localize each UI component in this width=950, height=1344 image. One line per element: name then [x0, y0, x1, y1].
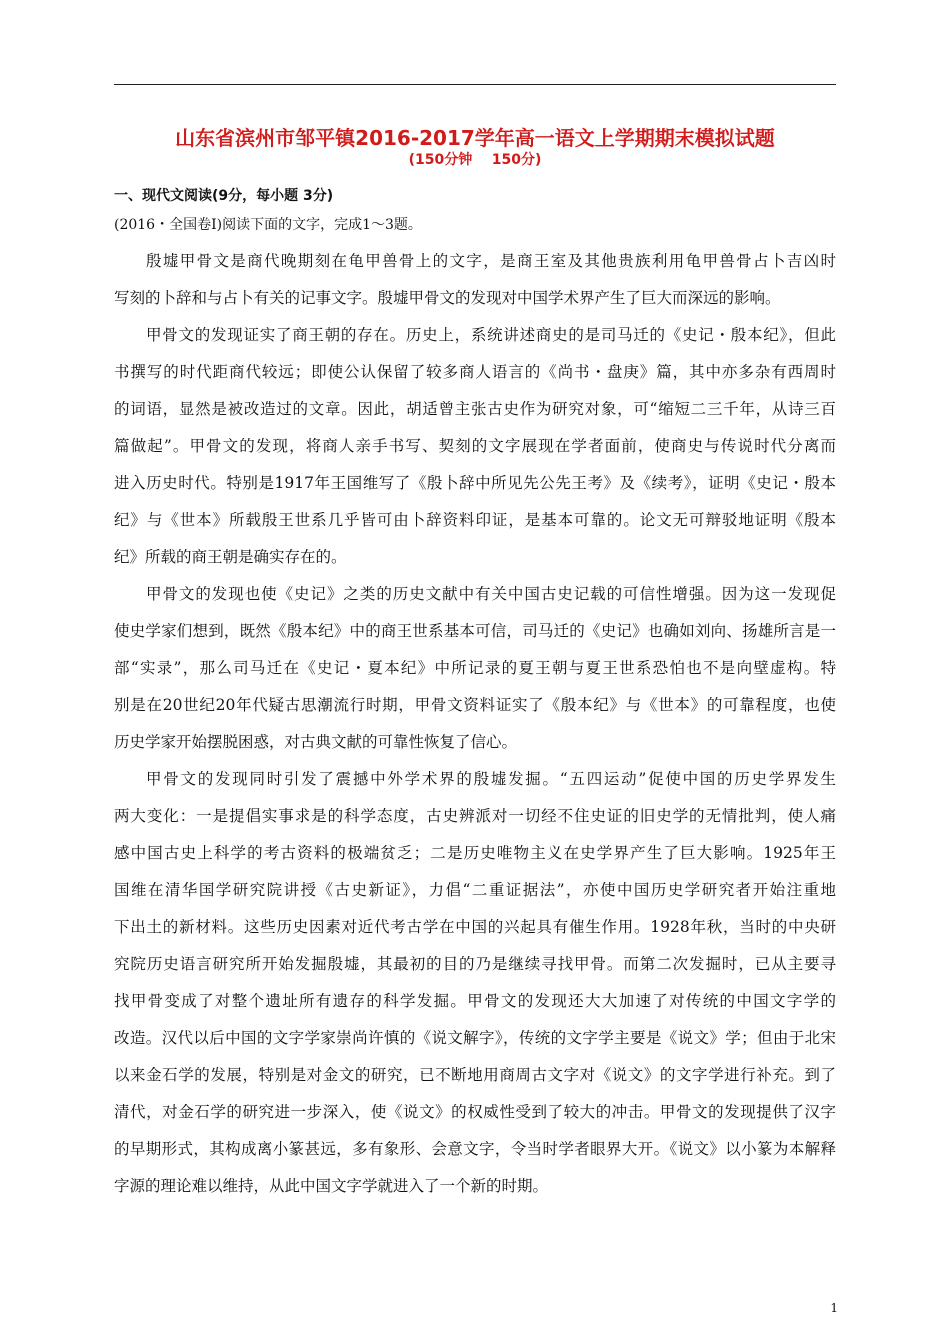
text-line: 以来金石学的发展，特别是对金文的研究，已不断地用商周古文字对《说文》的文字学进行补充。到了: [114, 1066, 836, 1084]
text-line: 纪》与《世本》所载殷王世系几乎皆可由卜辞资料印证，是基本可靠的。论文无可辩驳地证明《殷本: [114, 511, 836, 529]
text-line: 找甲骨变成了对整个遗址所有遗存的科学发掘。甲骨文的发现还大大加速了对传统的中国文字学的: [114, 992, 836, 1010]
text-line: 感中国古史上科学的考古资料的极端贫乏；二是历史唯物主义在史学界产生了巨大影响。1925年王: [114, 844, 836, 862]
text-line: 国维在清华国学研究院讲授《古史新证》，力倡“二重证据法”，亦使中国历史学研究者开始注重地: [114, 881, 836, 899]
text-line: 甲骨文的发现同时引发了震撼中外学术界的殷墟发掘。“五四运动”促使中国的历史学界发生: [146, 770, 836, 788]
text-line: 究院历史语言研究所开始发掘殷墟，其最初的目的乃是继续寻找甲骨。而第二次发掘时，已从主要寻: [114, 955, 836, 973]
text-line: 使史学家们想到，既然《殷本纪》中的商王世系基本可信，司马迁的《史记》也确如刘向、扬雄所言是一: [114, 622, 836, 640]
text-line: 纪》所载的商王朝是确实存在的。: [114, 548, 347, 566]
text-line: 殷墟甲骨文是商代晚期刻在龟甲兽骨上的文字，是商王室及其他贵族利用龟甲兽骨占卜吉凶时: [146, 252, 836, 270]
text-line: 下出土的新材料。这些历史因素对近代考古学在中国的兴起具有催生作用。1928年秋，当时的中央研: [114, 918, 836, 936]
text-line: 进入历史时代。特别是1917年王国维写了《殷卜辞中所见先公先王考》及《续考》，证明《史记・殷本: [114, 474, 836, 492]
text-line: 的早期形式，其构成离小篆甚远，多有象形、会意文字，令当时学者眼界大开。《说文》以小篆为本解释: [114, 1140, 836, 1158]
text-line: 写刻的卜辞和与占卜有关的记事文字。殷墟甲骨文的发现对中国学术界产生了巨大而深远的影响。: [114, 289, 781, 307]
page-title: 山东省滨州市邹平镇2016-2017学年高一语文上学期期末模拟试题: [175, 126, 775, 150]
text-line: 甲骨文的发现也使《史记》之类的历史文献中有关中国古史记载的可信性增强。因为这一发现促: [146, 585, 836, 603]
header-rule: [114, 84, 836, 85]
text-line: 篇做起”。甲骨文的发现，将商人亲手书写、契刻的文字展现在学者面前，使商史与传说时代分离而: [114, 437, 836, 455]
text-line: 字源的理论难以维持，从此中国文字学就进入了一个新的时期。: [114, 1177, 549, 1195]
text-line: 别是在20世纪20年代疑古思潮流行时期，甲骨文资料证实了《殷本纪》与《世本》的可靠程度，也使: [114, 696, 836, 714]
reading-instruction: (2016・全国卷Ⅰ)阅读下面的文字，完成1～3题。: [114, 217, 422, 233]
text-line: 两大变化：一是提倡实事求是的科学态度，古史辨派对一切经不住史证的旧史学的无情批判，使人痛: [114, 807, 836, 825]
page-number: 1: [830, 1301, 838, 1315]
text-line: 的词语，显然是被改造过的文章。因此，胡适曾主张古史作为研究对象，可“缩短二三千年，从诗三百: [114, 400, 836, 418]
text-line: 历史学家开始摆脱困惑，对古典文献的可靠性恢复了信心。: [114, 733, 518, 751]
text-line: 改造。汉代以后中国的文字学家崇尚许慎的《说文解字》，传统的文字学主要是《说文》学；但由于北宋: [114, 1029, 836, 1047]
text-line: 清代，对金石学的研究进一步深入，使《说文》的权威性受到了较大的冲击。甲骨文的发现提供了汉字: [114, 1103, 836, 1121]
text-line: 部“实录”，那么司马迁在《史记・夏本纪》中所记录的夏王朝与夏王世系恐怕也不是向壁虚构。特: [114, 659, 836, 677]
exam-duration-score: (150分钟 150分): [408, 152, 542, 168]
text-line: 书撰写的时代距商代较远；即使公认保留了较多商人语言的《尚书・盘庚》篇，其中亦多杂有西周时: [114, 363, 836, 381]
section-heading: 一、现代文阅读(9分，每小题 3分): [114, 188, 334, 204]
text-line: 甲骨文的发现证实了商王朝的存在。历史上，系统讲述商史的是司马迁的《史记・殷本纪》，但此: [146, 326, 836, 344]
